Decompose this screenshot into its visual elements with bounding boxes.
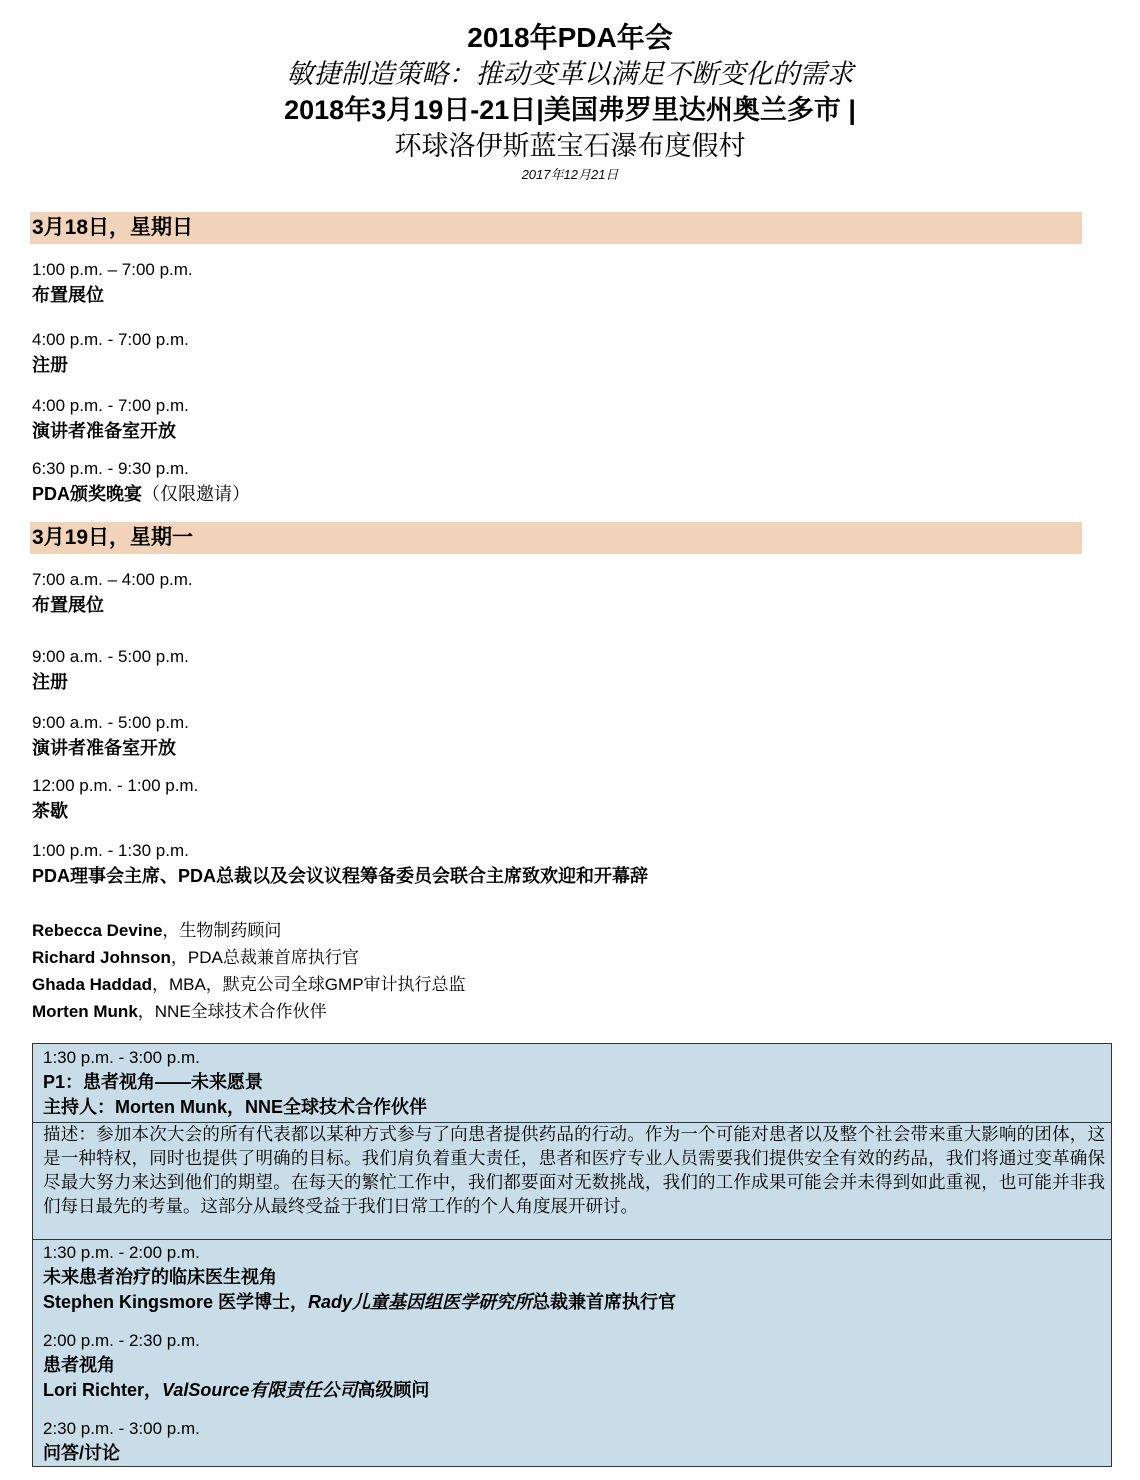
item-time: 7:00 a.m. – 4:00 p.m. bbox=[32, 570, 193, 589]
session-title: P1：患者视角——未来愿景 bbox=[43, 1072, 264, 1092]
item-title: 注册 bbox=[32, 355, 68, 375]
speaker-entry bbox=[32, 944, 359, 971]
session-description: 描述：参加本次大会的所有代表都以某种方式参与了向患者提供药品的行动。作为一个可能对患者以及整个社会带来重大影响的团体，这是一种特权，同时也提供了明确的目标。我们肩负着重大责任，患者和医疗专业人员需要我们提供安全有效的药品，我们将通过变革确保尽最大努力来达到他们的期望。在每天的繁忙工作中，我们都要面对无数挑战，我们的工作成果可能会并未得到如此重视，也可能并非我们每日最先的考量。这部分从最终受益于我们日常工作的个人角度展开研讨。 bbox=[43, 1124, 1105, 1216]
speaker-name: Rebecca Devine bbox=[32, 921, 163, 940]
item-time: 9:00 a.m. - 5:00 p.m. bbox=[32, 713, 189, 732]
agenda-item bbox=[32, 711, 189, 761]
agenda-item bbox=[32, 774, 198, 824]
item-title bbox=[32, 481, 250, 507]
item-title: 布置展位 bbox=[32, 285, 104, 305]
talk-speaker bbox=[43, 1378, 429, 1403]
item-title: 演讲者准备室开放 bbox=[32, 421, 176, 441]
item-time: 4:00 p.m. - 7:00 p.m. bbox=[32, 396, 189, 415]
speaker-name: Morten Munk bbox=[32, 1002, 138, 1021]
agenda-item bbox=[32, 457, 250, 507]
page-title: 2018年PDA年会 bbox=[467, 22, 673, 53]
speaker-role: ，PDA总裁兼首席执行官 bbox=[170, 948, 359, 967]
event-dateline: 2018年3月19日-21日|美国弗罗里达州奥兰多市 | bbox=[284, 95, 856, 125]
item-time: 4:00 p.m. - 7:00 p.m. bbox=[32, 330, 189, 349]
talk-speaker-mid: ， bbox=[144, 1380, 163, 1400]
session-talks bbox=[33, 1239, 1111, 1466]
talk-speaker-org: Rady儿童基因组医学研究所 bbox=[308, 1292, 533, 1312]
item-title-text: PDA颁奖晚宴 bbox=[32, 484, 143, 504]
item-time: 1:00 p.m. - 1:30 p.m. bbox=[32, 841, 189, 860]
talk-time: 1:30 p.m. - 2:00 p.m. bbox=[43, 1243, 200, 1262]
agenda-item bbox=[32, 645, 189, 695]
page-subtitle: 敏捷制造策略：推动变革以满足不断变化的需求 bbox=[286, 59, 854, 89]
item-title: 注册 bbox=[32, 672, 68, 692]
agenda-item bbox=[32, 568, 193, 618]
speaker-role: ，MBA，默克公司全球GMP审计执行总监 bbox=[151, 975, 466, 994]
talk-time: 2:00 p.m. - 2:30 p.m. bbox=[43, 1331, 200, 1350]
talk-title: 未来患者治疗的临床医生视角 bbox=[43, 1267, 277, 1287]
document-header bbox=[0, 20, 1140, 184]
event-venue: 环球洛伊斯蓝宝石瀑布度假村 bbox=[394, 131, 746, 161]
speaker-entry bbox=[32, 998, 327, 1025]
talk-speaker-name: Stephen Kingsmore bbox=[43, 1292, 214, 1312]
agenda-item bbox=[32, 258, 193, 308]
item-time: 6:30 p.m. - 9:30 p.m. bbox=[32, 459, 189, 478]
item-time: 12:00 p.m. - 1:00 p.m. bbox=[32, 776, 199, 795]
talk-speaker-name: Lori Richter bbox=[43, 1380, 145, 1400]
item-title: PDA理事会主席、PDA总裁以及会议议程筹备委员会联合主席致欢迎和开幕辞 bbox=[32, 866, 649, 886]
speaker-entry bbox=[32, 971, 466, 998]
item-title: 演讲者准备室开放 bbox=[32, 738, 176, 758]
talk-speaker-role: 高级顾问 bbox=[357, 1380, 430, 1400]
talk-time: 2:30 p.m. - 3:00 p.m. bbox=[43, 1419, 200, 1438]
agenda-item bbox=[32, 394, 189, 444]
day-header-mar19: 3月19日，星期一 bbox=[30, 522, 1082, 554]
item-time: 9:00 a.m. - 5:00 p.m. bbox=[32, 647, 189, 666]
talk-title: 患者视角 bbox=[43, 1355, 115, 1375]
talk-speaker-mid: 医学博士， bbox=[213, 1292, 309, 1312]
session-p1 bbox=[32, 1043, 1112, 1467]
speaker-role: ，NNE全球技术合作伙伴 bbox=[137, 1002, 327, 1021]
item-title: 茶歇 bbox=[32, 801, 68, 821]
session-header bbox=[33, 1044, 1111, 1123]
talk-speaker-org: ValSource有限责任公司 bbox=[162, 1380, 358, 1400]
speaker-name: Ghada Haddad bbox=[32, 975, 152, 994]
session-moderator: 主持人：Morten Munk，NNE全球技术合作伙伴 bbox=[43, 1097, 427, 1117]
speaker-entry bbox=[32, 917, 281, 944]
revision-date: 2017年12月21日 bbox=[521, 167, 619, 182]
talk-speaker bbox=[43, 1290, 676, 1315]
day-header-mar18: 3月18日，星期日 bbox=[30, 212, 1082, 244]
agenda-item bbox=[32, 839, 648, 889]
session-time: 1:30 p.m. - 3:00 p.m. bbox=[43, 1048, 200, 1067]
talk-item bbox=[33, 1241, 676, 1315]
talk-speaker-role: 总裁兼首席执行官 bbox=[532, 1292, 677, 1312]
speaker-name: Richard Johnson bbox=[32, 948, 171, 967]
item-time: 1:00 p.m. – 7:00 p.m. bbox=[32, 260, 193, 279]
session-description-cell bbox=[33, 1122, 1111, 1240]
talk-item bbox=[33, 1417, 200, 1466]
talk-item bbox=[33, 1329, 429, 1403]
speaker-role: ，生物制药顾问 bbox=[162, 921, 282, 940]
item-note: （仅限邀请） bbox=[142, 484, 251, 504]
item-title: 布置展位 bbox=[32, 595, 104, 615]
talk-title: 问答/讨论 bbox=[43, 1443, 121, 1463]
agenda-item bbox=[32, 328, 189, 378]
